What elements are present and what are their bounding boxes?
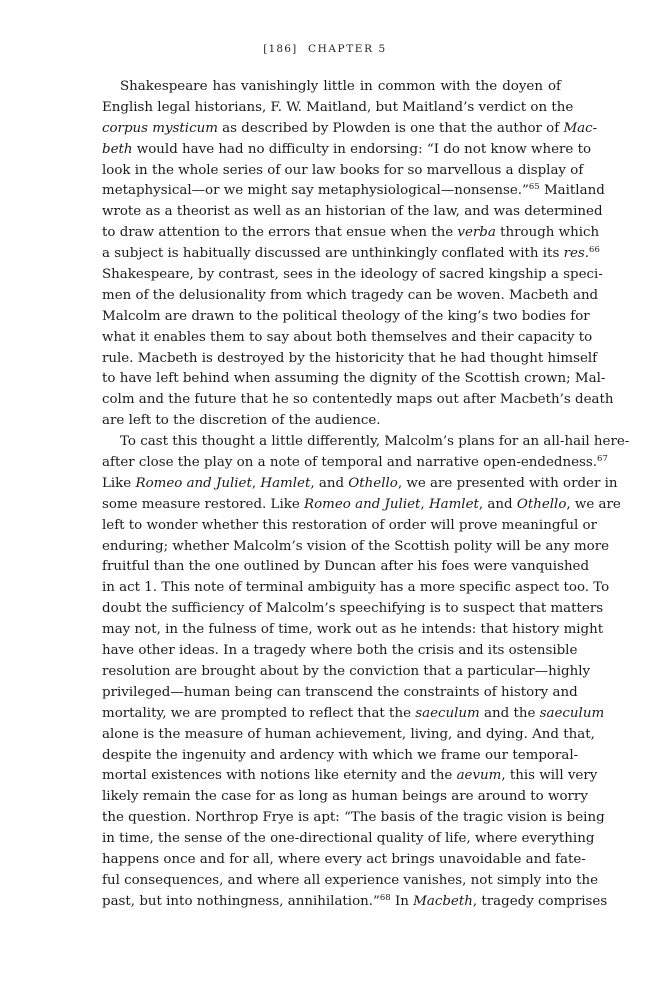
text-run: privileged—human being can transcend the constraints of history and	[102, 684, 578, 700]
text-line	[102, 349, 598, 370]
italic-text: verba	[457, 225, 496, 241]
text-line	[102, 202, 603, 223]
text-run: , and	[310, 475, 349, 491]
italic-text: Hamlet	[260, 475, 311, 491]
text-run: Malcolm are drawn to the political theology of the king’s two bodies for	[102, 308, 590, 324]
text-run: what it enables them to say about both themselves and their capacity to	[102, 329, 593, 345]
text-run: in time, the sense of the one-directional quality of life, where everything	[102, 831, 595, 847]
text-run: rule. Macbeth is destroyed by the historicity that he had thought himself	[102, 350, 598, 366]
text-run: may not, in the fulness of time, work out as he intends: that history might	[102, 622, 604, 638]
italic-text: Macbeth	[413, 893, 473, 909]
text-line	[102, 119, 598, 140]
text-run: have other ideas. In a tragedy where both the crisis and its ostensible	[102, 643, 578, 659]
text-run: after close the play on a note of temporal and narrative open-endedness.	[102, 455, 598, 471]
footnote-ref: 67	[597, 454, 608, 465]
body-text	[102, 77, 630, 913]
text-line	[102, 181, 605, 202]
text-run: , and	[478, 496, 517, 512]
text-run: are left to the discretion of the audience.	[102, 413, 381, 429]
text-run: To cast this thought a little differently, Malcolm’s plans for an all-hail here-	[120, 434, 630, 450]
text-line	[102, 808, 605, 829]
text-line	[102, 557, 590, 578]
text-line	[102, 390, 614, 411]
footnote-ref: 66	[589, 245, 600, 256]
text-line	[102, 453, 608, 474]
text-line	[102, 850, 586, 871]
italic-text: Romeo and Juliet	[135, 475, 252, 491]
text-run: ,	[251, 475, 261, 491]
text-run: mortal existences with notions like eternity and the	[102, 768, 457, 784]
text-run: resolution are brought about by the conviction that a particular—highly	[102, 663, 591, 679]
text-line	[102, 725, 595, 746]
text-run: Shakespeare has vanishingly little in common with the doyen of	[120, 79, 561, 94]
text-run: despite the ingenuity and ardency with which we frame our temporal-	[102, 747, 579, 763]
italic-text: res.	[563, 246, 590, 262]
text-run: , we are	[566, 496, 621, 512]
running-head	[0, 43, 650, 55]
text-run: ,	[420, 496, 429, 512]
text-run: alone is the measure of human achievement, living, and dying. And that,	[102, 726, 595, 742]
text-run: as described by Plowden is one that the author of	[217, 120, 564, 136]
text-line	[102, 871, 599, 892]
text-run: to draw attention to the errors that ensue when the	[102, 225, 458, 241]
text-line	[102, 328, 593, 349]
text-line	[102, 77, 561, 98]
text-line	[102, 265, 603, 286]
text-run: English legal historians, F. W. Maitland, but Maitland’s verdict on the	[102, 99, 574, 115]
text-line	[102, 474, 618, 495]
text-run: through which	[495, 225, 600, 241]
text-line	[102, 286, 599, 307]
text-run: to have left behind when assuming the dignity of the Scottish crown; Mal-	[102, 371, 606, 387]
italic-text: corpus mysticum	[102, 120, 218, 136]
text-line	[102, 307, 590, 328]
italic-text: Hamlet	[428, 496, 479, 512]
text-run: wrote as a theorist as well as an historian of the law, and was determined	[102, 204, 603, 220]
text-line	[102, 161, 584, 182]
text-line	[102, 787, 588, 808]
text-run: fruitful than the one outlined by Duncan after his foes were vanquished	[102, 559, 590, 575]
text-run: look in the whole series of our law books for so marvellous a display of	[102, 162, 584, 178]
text-line	[102, 369, 606, 390]
text-run: enduring; whether Malcolm’s vision of the Scottish polity will be any more	[102, 538, 610, 554]
italic-text: Mac-	[563, 120, 598, 136]
text-run: past, but into nothingness, annihilation.”	[102, 893, 380, 909]
text-run: In	[390, 893, 414, 909]
text-run: and the	[479, 705, 540, 721]
text-line	[102, 140, 592, 161]
text-line	[102, 516, 597, 537]
chapter-label: CHAPTER 5	[307, 43, 387, 55]
text-line	[102, 244, 600, 265]
italic-text: Romeo and Juliet	[304, 496, 421, 512]
text-line	[102, 223, 600, 244]
text-line	[102, 829, 595, 850]
text-run: doubt the sufficiency of Malcolm’s speechifying is to suspect that matters	[102, 601, 604, 617]
text-line	[102, 704, 605, 725]
text-run: , this will very	[501, 768, 598, 784]
text-line	[102, 599, 604, 620]
text-run: ful consequences, and where all experience vanishes, not simply into the	[102, 872, 599, 888]
text-line	[102, 537, 610, 558]
text-line	[102, 641, 578, 662]
text-line	[102, 892, 608, 913]
italic-text: Othello	[516, 496, 567, 512]
text-run: metaphysical—or we might say metaphysiological—nonsense.”	[102, 183, 529, 199]
text-run: would have had no difficulty in endorsing: “I do not know where to	[132, 141, 592, 157]
text-run: , we are presented with order in	[397, 475, 618, 491]
page-number: [186]	[263, 43, 298, 55]
text-run: happens once and for all, where every act brings unavoidable and fate-	[102, 851, 586, 867]
text-line	[102, 495, 621, 516]
text-run: Shakespeare, by contrast, sees in the ideology of sacred kingship a speci-	[102, 267, 603, 283]
text-line	[102, 746, 579, 767]
footnote-ref: 65	[528, 182, 540, 193]
text-line	[102, 766, 598, 787]
text-run: a subject is habitually discussed are unthinkingly conflated with its	[102, 246, 564, 262]
text-line	[102, 683, 578, 704]
text-run: left to wonder whether this restoration of order will prove meaningful or	[102, 517, 597, 533]
text-line	[102, 662, 591, 683]
text-line	[102, 578, 610, 599]
italic-text: Othello	[348, 475, 398, 491]
text-run: men of the delusionality from which tragedy can be woven. Macbeth and	[102, 287, 599, 303]
text-run: in act 1. This note of terminal ambiguity has a more specific aspect too. To	[102, 580, 610, 596]
text-run: , tragedy comprises	[472, 893, 608, 909]
text-line	[102, 98, 574, 119]
text-run: colm and the future that he so contentedly maps out after Macbeth’s death	[102, 392, 614, 408]
text-line	[102, 620, 604, 641]
italic-text: saeculum	[539, 705, 605, 721]
italic-text: saeculum	[415, 705, 480, 721]
italic-text: beth	[102, 141, 133, 157]
text-run: mortality, we are prompted to reflect that the	[102, 705, 416, 721]
text-run: the question. Northrop Frye is apt: “The basis of the tragic vision is being	[102, 810, 605, 826]
text-run: Like	[102, 475, 136, 491]
text-run: some measure restored. Like	[102, 496, 305, 512]
text-run: likely remain the case for as long as human beings are around to worry	[102, 789, 588, 805]
italic-text: aevum	[456, 768, 502, 784]
text-line	[102, 411, 561, 432]
text-line	[102, 432, 630, 453]
footnote-ref: 68	[379, 892, 391, 903]
text-run: Maitland	[539, 183, 605, 199]
